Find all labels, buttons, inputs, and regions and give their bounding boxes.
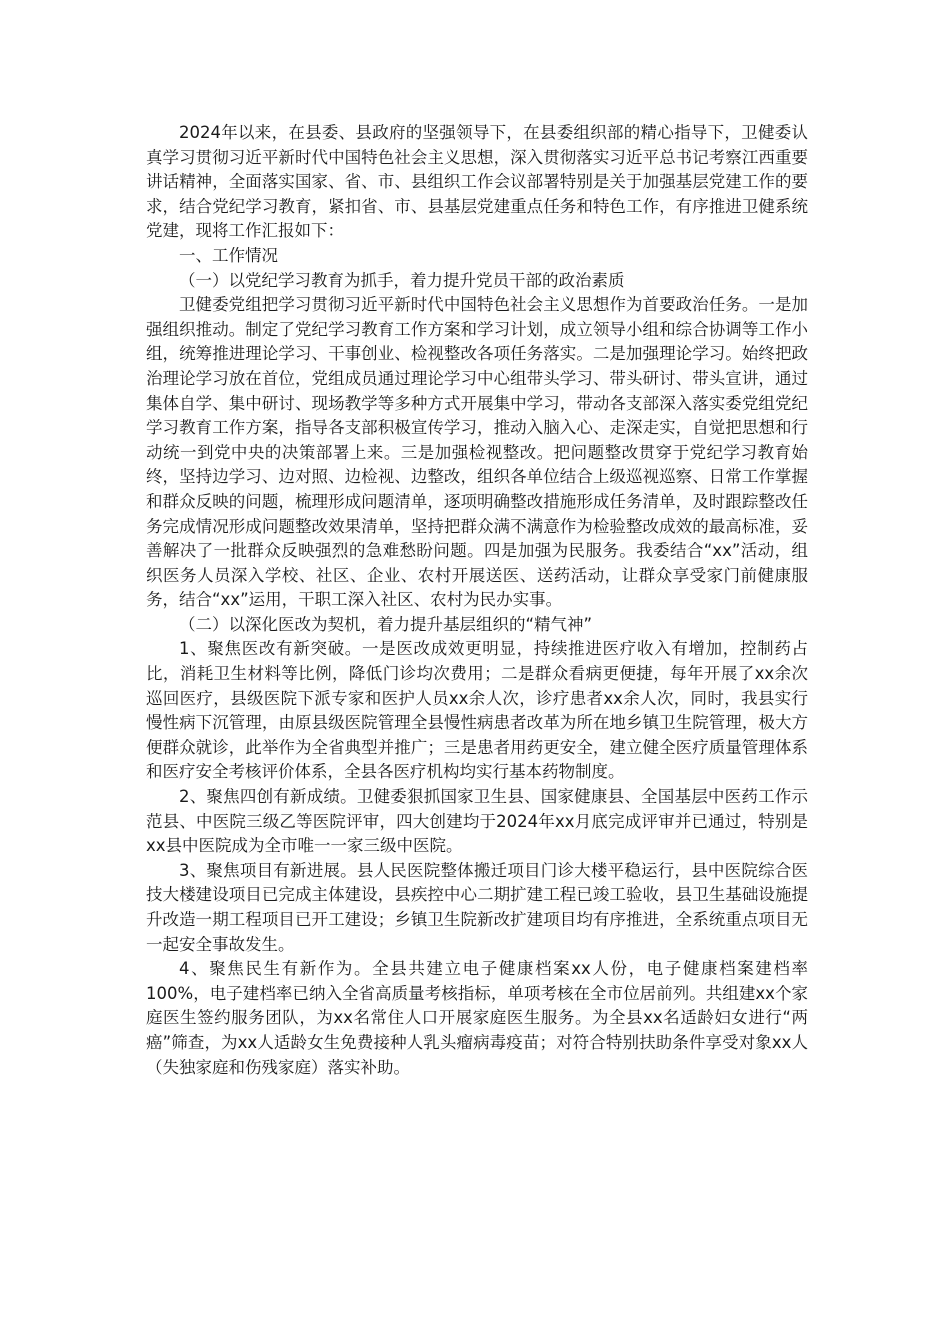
subsection-heading-2: （二）以深化医改为契机，着力提升基层组织的“精气神”: [179, 614, 593, 634]
item-paragraph-2: 2、聚焦四创有新成绩。卫健委狠抓国家卫生县、国家健康县、全国基层中医药工作示范县、中医院三级乙等医院评审，四大创建均于2024年xx月底完成评审并已通过，特别是xx县中医院成为全市唯一一家三级中医院。: [146, 787, 808, 856]
subsection-heading-1: （一）以党纪学习教育为抓手，着力提升党员干部的政治素质: [179, 270, 625, 290]
item-paragraph-3: 3、聚焦项目有新进展。县人民医院整体搬迁项目门诊大楼平稳运行，县中医院综合医技大楼建设项目已完成主体建设，县疾控中心二期扩建工程已竣工验收，县卫生基础设施提升改造一期工程项目已开工建设；乡镇卫生院新改扩建项目均有序推进，全系统重点项目无一起安全事故发生。: [146, 860, 808, 954]
intro-paragraph: 2024年以来，在县委、县政府的坚强领导下，在县委组织部的精心指导下，卫健委认真学习贯彻习近平新时代中国特色社会主义思想，深入贯彻落实习近平总书记考察江西重要讲话精神，全面落实国家、省、市、县组织工作会议部署特别是关于加强基层党建工作的要求，结合党纪学习教育，紧扣省、市、县基层党建重点任务和特色工作，有序推进卫健系统党建，现将工作汇报如下：: [146, 123, 808, 241]
item-paragraph-4: 4、聚焦民生有新作为。全县共建立电子健康档案xx人份，电子健康档案建档率100%，电子建档率已纳入全省高质量考核指标，单项考核在全市位居前列。共组建xx个家庭医生签约服务团队，为xx名常住人口开展家庭医生服务。为全县xx名适龄妇女进行“两癌”筛查，为xx人适龄女生免费接种人乳头瘤病毒疫苗；对符合特别扶助条件享受对象xx人（失独家庭和伤残家庭）落实补助。: [146, 959, 808, 1077]
document-body: [146, 121, 808, 1080]
subsection-1-paragraph: 卫健委党组把学习贯彻习近平新时代中国特色社会主义思想作为首要政治任务。一是加强组织推动。制定了党纪学习教育工作方案和学习计划，成立领导小组和综合协调等工作小组，统筹推进理论学习、干事创业、检视整改各项任务落实。二是加强理论学习。始终把政治理论学习放在首位，党组成员通过理论学习中心组带头学习、带头研讨、带头宣讲，通过集体自学、集中研讨、现场教学等多种方式开展集中学习，带动各支部深入落实委党组党纪学习教育工作方案，指导各支部积极宣传学习，推动入脑入心、走深走实，自觉把思想和行动统一到党中央的决策部署上来。三是加强检视整改。把问题整改贯穿于党纪学习教育始终，坚持边学习、边对照、边检视、边整改，组织各单位结合上级巡视巡察、日常工作掌握和群众反映的问题，梳理形成问题清单，逐项明确整改措施形成任务清单，及时跟踪整改任务完成情况形成问题整改效果清单，坚持把群众满不满意作为检验整改成效的最高标准，妥善解决了一批群众反映强烈的急难愁盼问题。四是加强为民服务。我委结合“xx”活动，组织医务人员深入学校、社区、企业、农村开展送医、送药活动，让群众享受家门前健康服务，结合“xx”运用，干职工深入社区、农村为民办实事。: [146, 295, 808, 610]
item-paragraph-1: 1、聚焦医改有新突破。一是医改成效更明显，持续推进医疗收入有增加，控制药占比，消耗卫生材料等比例，降低门诊均次费用；二是群众看病更便捷，每年开展了xx余次巡回医疗，县级医院下派专家和医护人员xx余人次，诊疗患者xx余人次，同时，我县实行慢性病下沉管理，由原县级医院管理全县慢性病患者改革为所在地乡镇卫生院管理，极大方便群众就诊，此举作为全省典型并推广；三是患者用药更安全，建立健全医疗质量管理体系和医疗安全考核评价体系，全县各医疗机构均实行基本药物制度。: [146, 639, 808, 782]
section-heading-work-status: 一、工作情况: [179, 245, 278, 265]
